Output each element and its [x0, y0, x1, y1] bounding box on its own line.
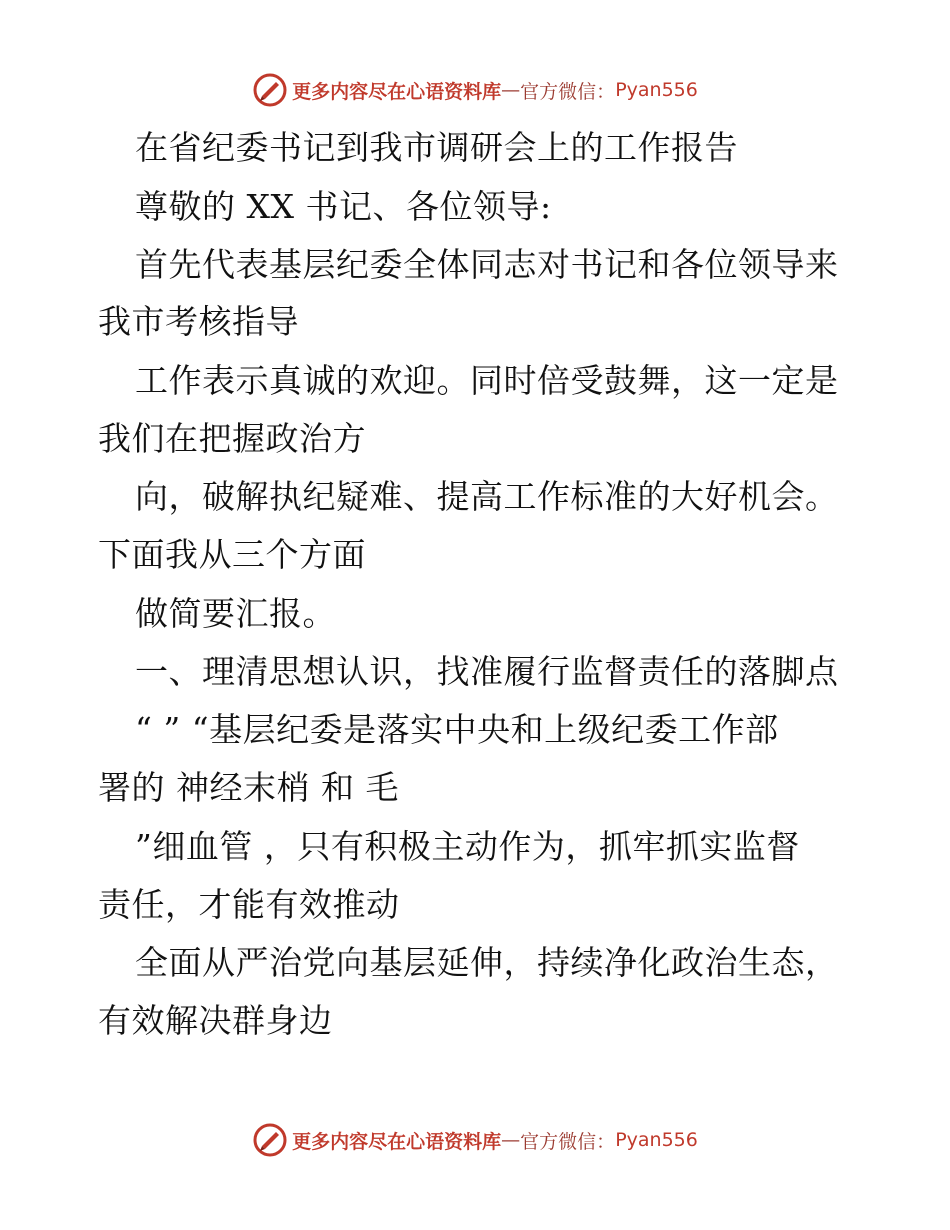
- paragraph-line: 向，破解执纪疑难、提高工作标准的大好机会。: [135, 477, 839, 516]
- paragraph-line: 做简要汇报。: [135, 594, 336, 633]
- footer-watermark: [0, 1120, 950, 1160]
- paragraph-line: 有效解决群身边: [98, 1001, 333, 1040]
- document-title: 在省纪委书记到我市调研会上的工作报告: [135, 128, 738, 167]
- pen-logo-icon: [252, 72, 288, 108]
- watermark-slogan: 更多内容尽在心语资料库: [292, 80, 502, 103]
- paragraph-line: 工作表示真诚的欢迎。同时倍受鼓舞，这一定是: [135, 361, 839, 400]
- watermark-wechat-id: Pyan556: [615, 1129, 698, 1151]
- watermark-slogan: 更多内容尽在心语资料库: [292, 1130, 502, 1153]
- watermark-wechat-id: Pyan556: [615, 79, 698, 101]
- salutation: 尊敬的 XX 书记、各位领导:: [135, 187, 552, 226]
- paragraph-line: 下面我从三个方面: [98, 535, 366, 574]
- watermark-separator: —: [501, 79, 521, 101]
- section-heading: 一、理清思想认识，找准履行监督责任的落脚点: [135, 652, 839, 691]
- paragraph-line: 全面从严治党向基层延伸，持续净化政治生态，: [135, 943, 839, 982]
- watermark-label: 官方微信：: [520, 80, 616, 103]
- paragraph-line: 我们在把握政治方: [98, 419, 366, 458]
- pen-logo-icon: [252, 1122, 288, 1158]
- paragraph-line: 首先代表基层纪委全体同志对书记和各位领导来: [135, 245, 839, 284]
- paragraph-line: “ ” “基层纪委是落实中央和上级纪委工作部: [135, 710, 779, 749]
- paragraph-line: 责任，才能有效推动: [98, 885, 400, 924]
- watermark-separator: —: [501, 1129, 521, 1151]
- watermark-label: 官方微信：: [520, 1130, 616, 1153]
- paragraph-line: 署的 神经末梢 和 毛: [98, 768, 399, 807]
- paragraph-line: 我市考核指导: [98, 302, 299, 341]
- paragraph-line: ”细血管 ，只有积极主动作为，抓牢抓实监督: [135, 827, 800, 866]
- header-watermark: [0, 70, 950, 110]
